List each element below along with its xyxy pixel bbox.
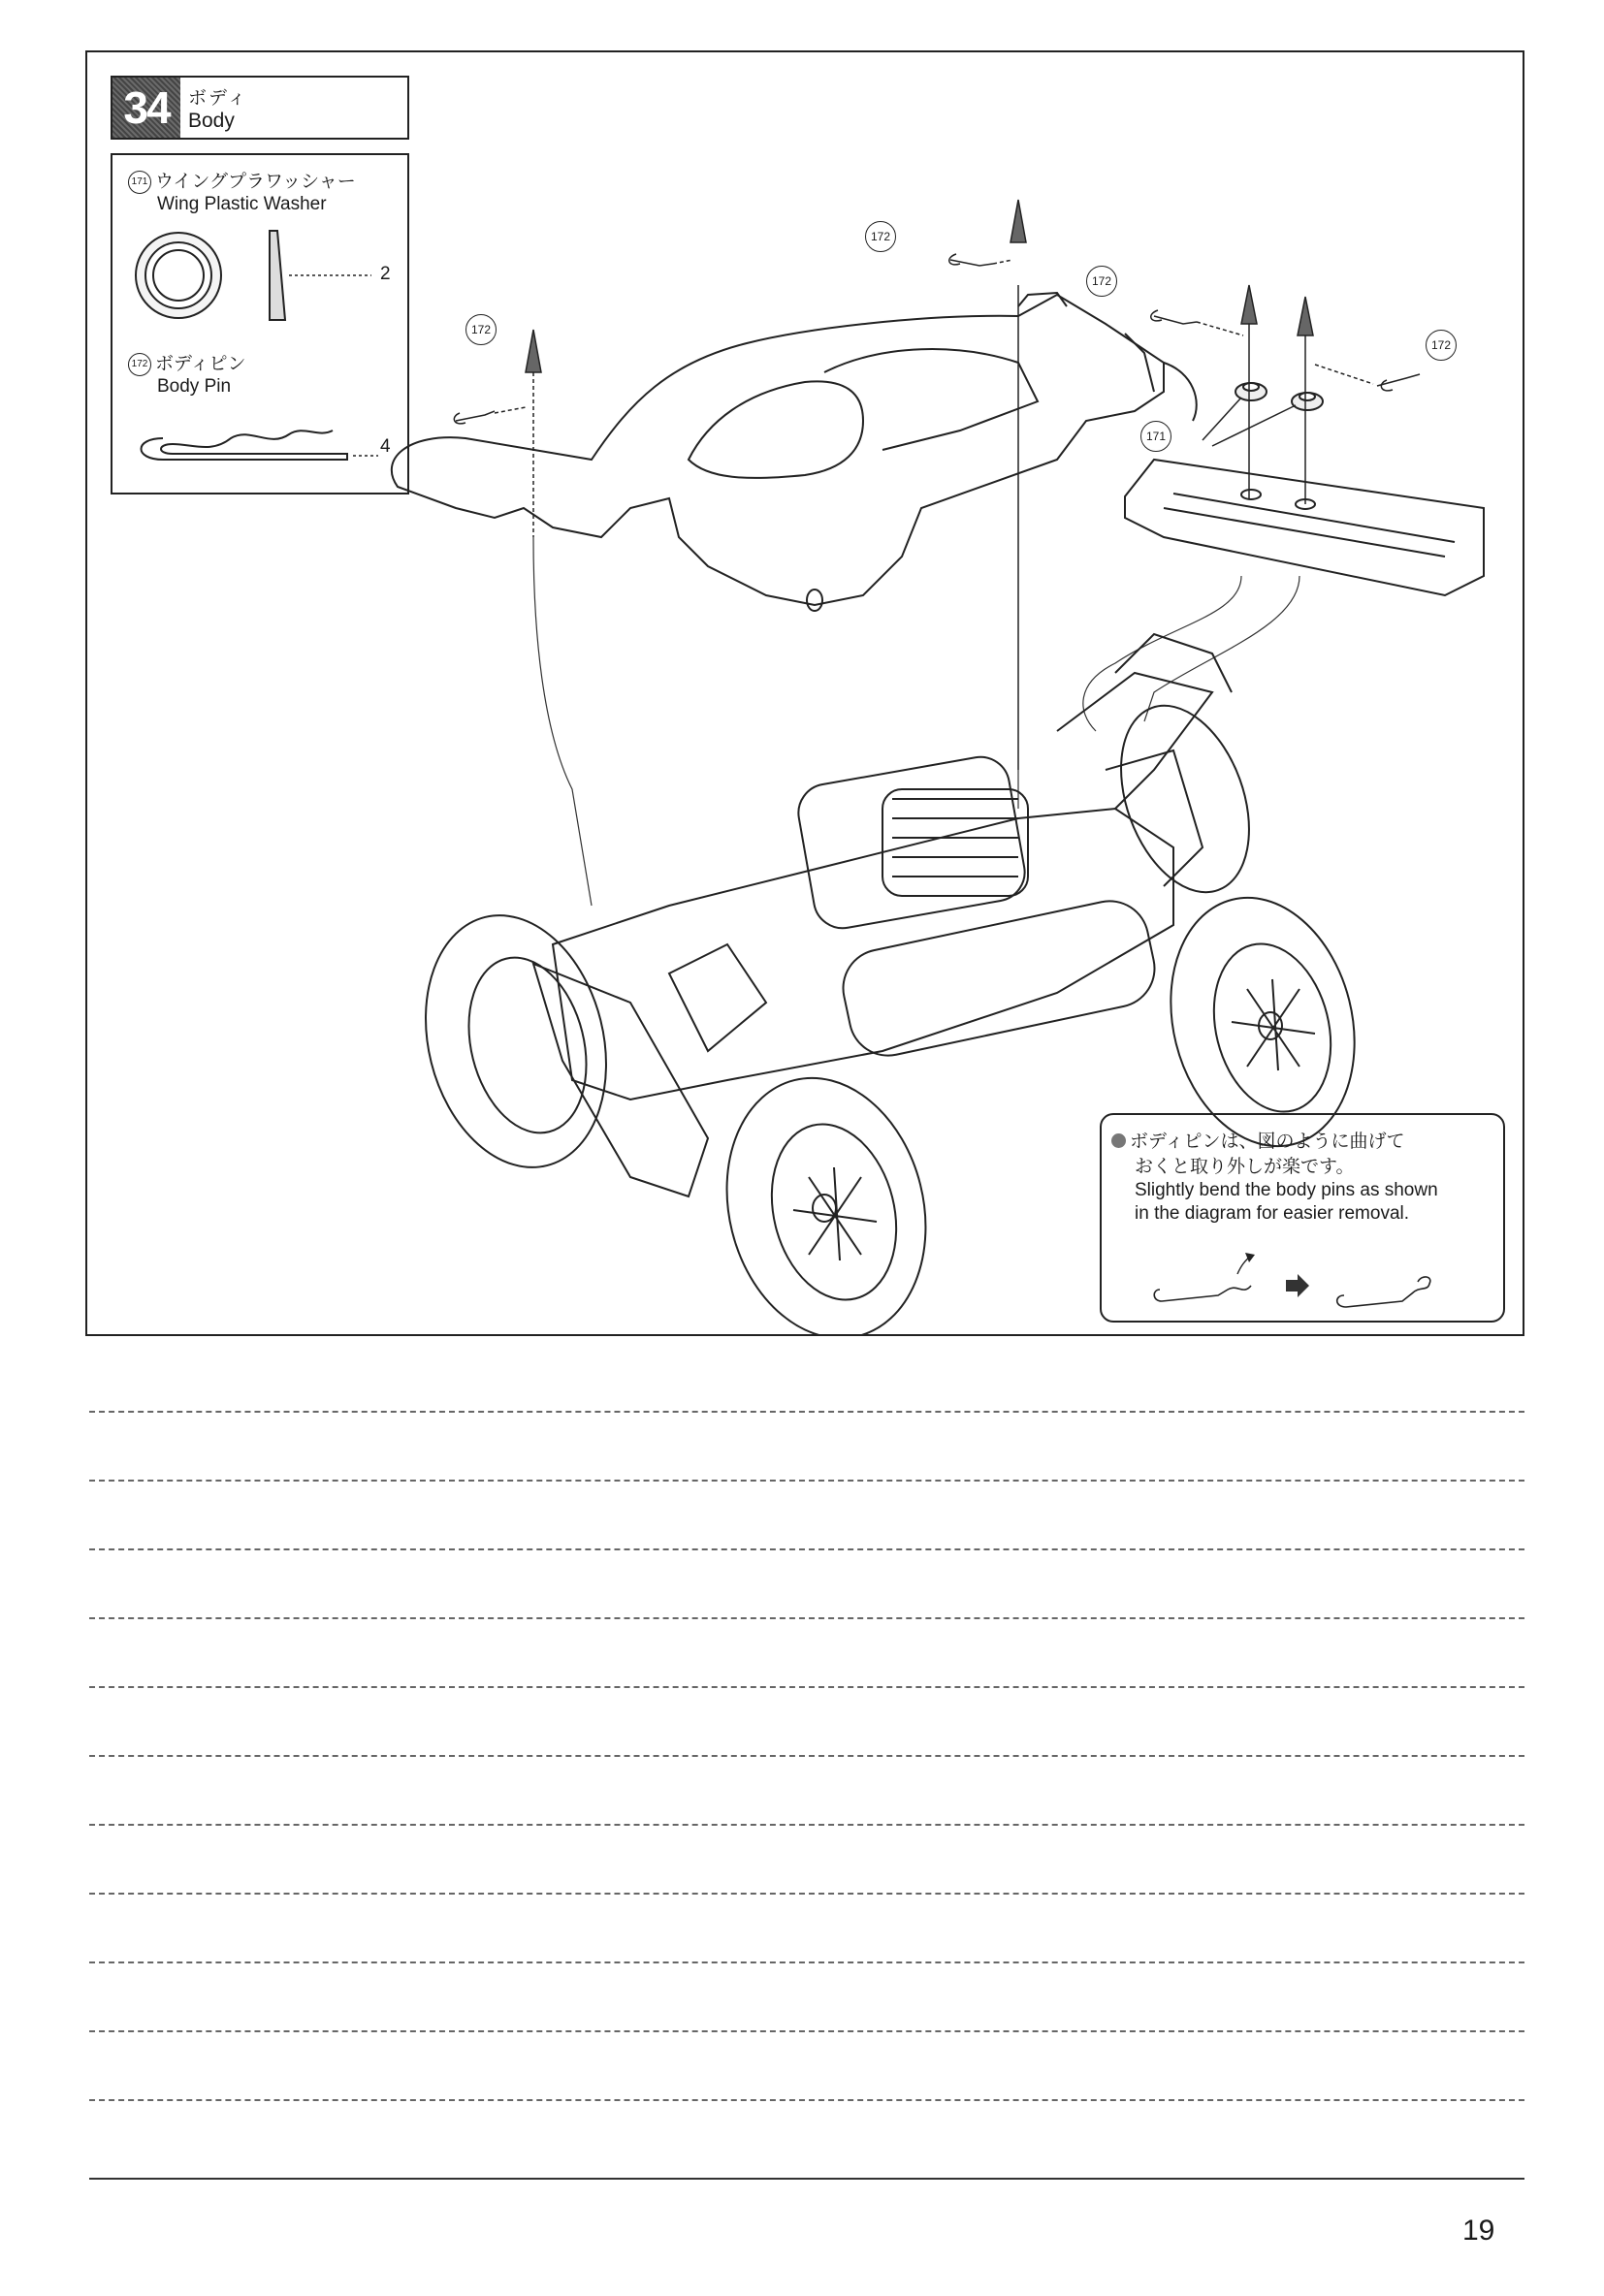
page-number: 19 bbox=[1462, 2215, 1495, 2247]
footer-divider bbox=[89, 2178, 1524, 2180]
callout-wing-washer: 171 bbox=[1140, 421, 1171, 452]
part-ref-badge: 171 bbox=[128, 171, 151, 194]
ruled-line bbox=[89, 2099, 1524, 2101]
step-title-en: Body bbox=[188, 109, 235, 132]
note-jp-line1: ボディピンは、図のように曲げて bbox=[1130, 1131, 1405, 1152]
step-number: 34 bbox=[112, 78, 180, 138]
notes-ruled-lines bbox=[89, 1411, 1524, 2168]
callout-body-pin: 172 bbox=[865, 221, 896, 252]
part-qty: 4 bbox=[380, 436, 391, 457]
part-name-en: Wing Plastic Washer bbox=[157, 193, 327, 214]
note-jp-line2: おくと取り外しが楽です。 bbox=[1135, 1156, 1355, 1177]
part-name-en: Body Pin bbox=[157, 375, 232, 397]
arrow-right-icon bbox=[1286, 1274, 1309, 1297]
note-en-line2: in the diagram for easier removal. bbox=[1135, 1203, 1410, 1224]
callout-body-pin: 172 bbox=[1426, 330, 1457, 361]
part-qty: 2 bbox=[380, 264, 391, 284]
part-ref-badge: 172 bbox=[128, 353, 151, 376]
ruled-line bbox=[89, 1824, 1524, 1826]
step-title-jp: ボディ bbox=[188, 86, 248, 109]
tip-note-box bbox=[1100, 1113, 1505, 1323]
part-name-jp: ウイングプラワッシャー bbox=[155, 172, 356, 192]
callout-body-pin: 172 bbox=[1086, 266, 1117, 297]
ruled-line bbox=[89, 1548, 1524, 1550]
ruled-line bbox=[89, 1893, 1524, 1895]
note-en-line1: Slightly bend the body pins as shown bbox=[1135, 1180, 1438, 1200]
pin-bending-illustration bbox=[1150, 1251, 1460, 1313]
ruled-line bbox=[89, 1480, 1524, 1482]
bullet-icon bbox=[1111, 1133, 1126, 1148]
ruled-line bbox=[89, 2030, 1524, 2032]
callout-body-pin: 172 bbox=[465, 314, 497, 345]
ruled-line bbox=[89, 1411, 1524, 1413]
assembly-step-frame bbox=[85, 50, 1524, 1336]
ruled-line bbox=[89, 1686, 1524, 1688]
ruled-line bbox=[89, 1617, 1524, 1619]
ruled-line bbox=[89, 1755, 1524, 1757]
ruled-line bbox=[89, 1961, 1524, 1963]
part-name-jp: ボディピン bbox=[155, 354, 246, 374]
